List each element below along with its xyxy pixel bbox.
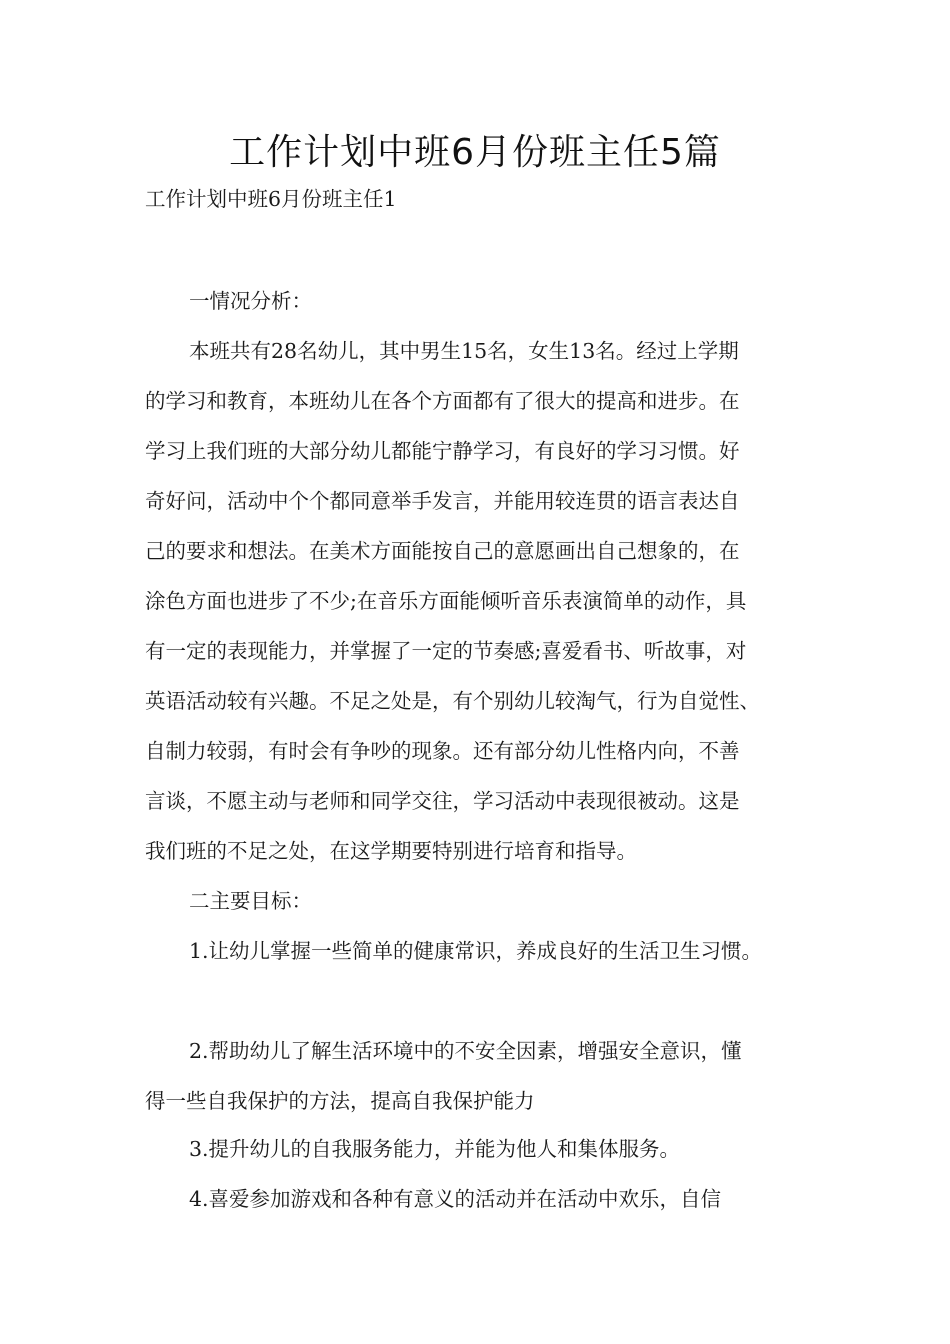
paragraph-line: 的学习和教育，本班幼儿在各个方面都有了很大的提高和进步。在 [145, 389, 740, 413]
paragraph-line: 奇好问，活动中个个都同意举手发言，并能用较连贯的语言表达自 [145, 489, 740, 513]
goal-item-4: 4.喜爱参加游戏和各种有意义的活动并在活动中欢乐，自信 [189, 1187, 722, 1211]
document-subtitle: 工作计划中班6月份班主任1 [145, 187, 397, 211]
paragraph-line: 学习上我们班的大部分幼儿都能宁静学习，有良好的学习习惯。好 [145, 439, 740, 463]
goal-item-1: 1.让幼儿掌握一些简单的健康常识，养成良好的生活卫生习惯。 [189, 939, 763, 963]
paragraph-line: 本班共有28名幼儿，其中男生15名，女生13名。经过上学期 [189, 339, 739, 363]
goal-item-2: 2.帮助幼儿了解生活环境中的不安全因素，增强安全意识，懂 [189, 1039, 742, 1063]
goal-item-2-continued: 得一些自我保护的方法，提高自我保护能力 [145, 1089, 535, 1113]
document-title: 工作计划中班6月份班主任5篇 [229, 132, 721, 173]
paragraph-line: 己的要求和想法。在美术方面能按自己的意愿画出自己想象的，在 [145, 539, 740, 563]
paragraph-line: 涂色方面也进步了不少;在音乐方面能倾听音乐表演简单的动作，具 [145, 589, 747, 613]
paragraph-line: 自制力较弱，有时会有争吵的现象。还有部分幼儿性格内向，不善 [145, 739, 740, 763]
goal-item-3: 3.提升幼儿的自我服务能力，并能为他人和集体服务。 [189, 1137, 681, 1161]
paragraph-line: 英语活动较有兴趣。不足之处是，有个别幼儿较淘气，行为自觉性、 [145, 689, 760, 713]
section-heading-goals: 二主要目标： [189, 889, 312, 913]
section-heading-analysis: 一情况分析： [189, 289, 312, 313]
paragraph-line: 言谈，不愿主动与老师和同学交往，学习活动中表现很被动。这是 [145, 789, 740, 813]
paragraph-line: 我们班的不足之处，在这学期要特别进行培育和指导。 [145, 839, 637, 863]
paragraph-line: 有一定的表现能力，并掌握了一定的节奏感;喜爱看书、听故事，对 [145, 639, 747, 663]
